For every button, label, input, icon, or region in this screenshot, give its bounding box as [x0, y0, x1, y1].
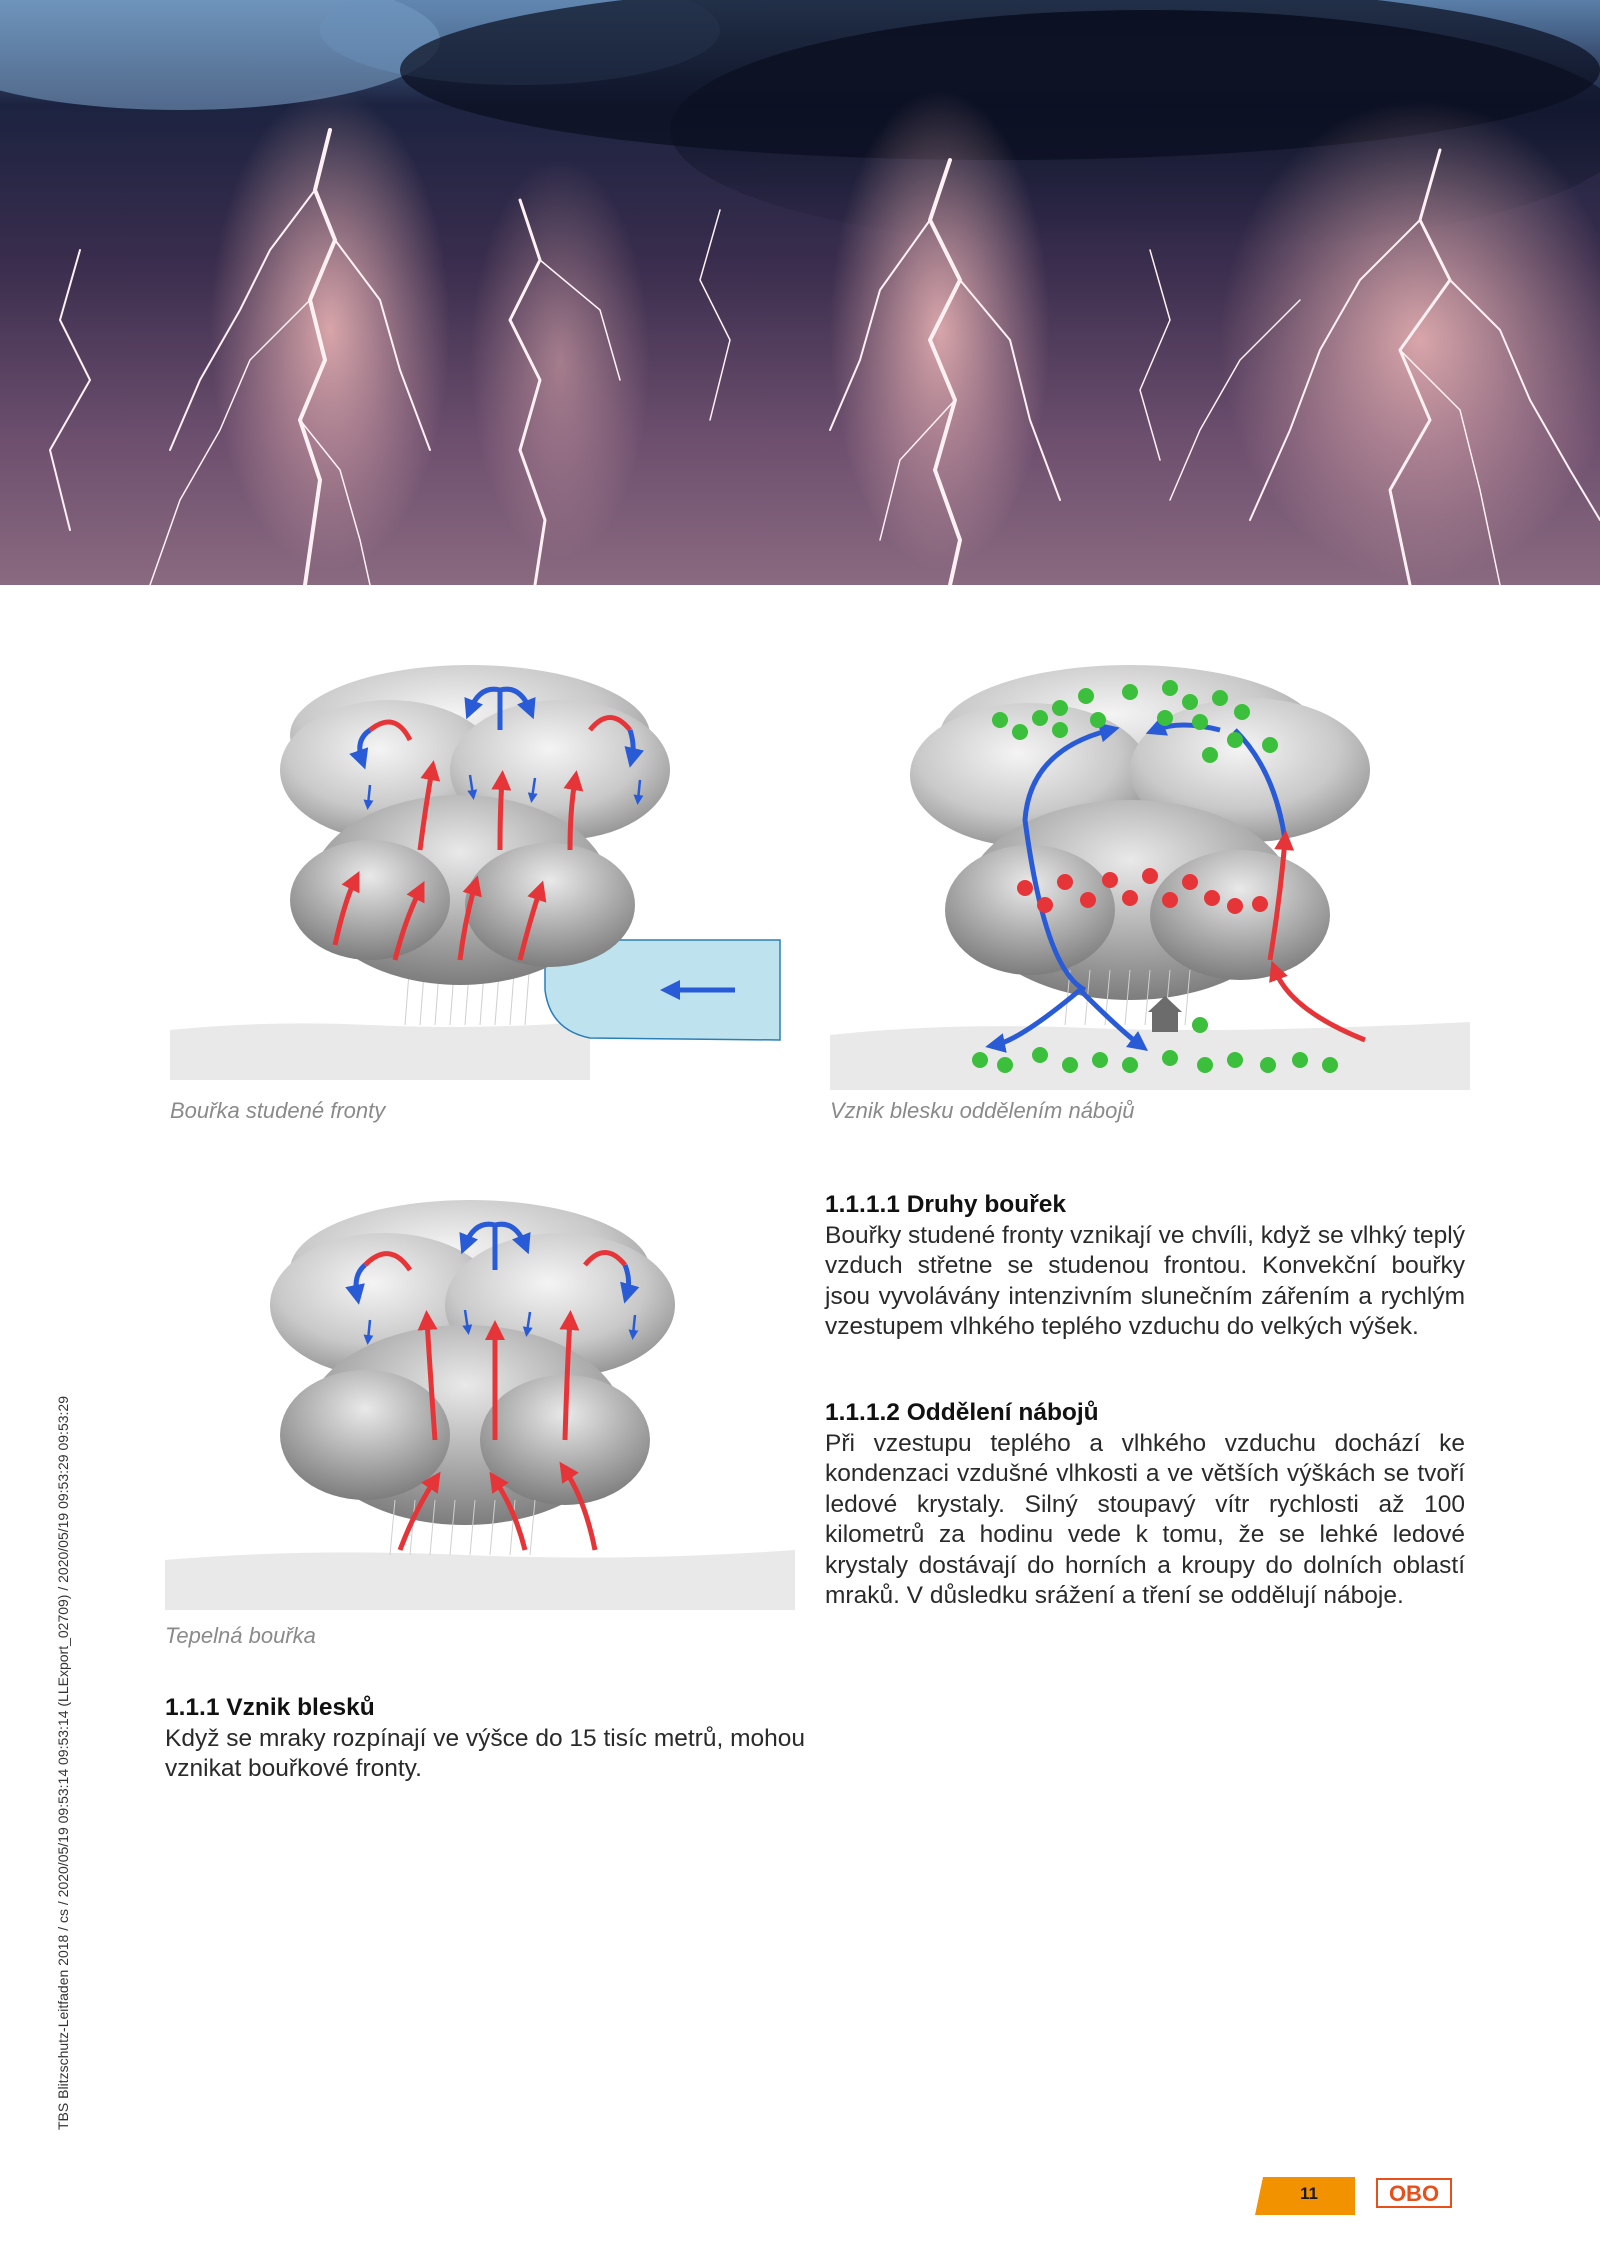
section-separation-body: Při vzestupu teplého a vlhkého vzduchu dochází ke kondenzaci vzdušné vlhkosti a ve větších výškách se tvoří ledové krystaly. Silný stoupavý vítr rychlosti až 100 kilometrů za hodinu vede k tomu, že se lehké ledové krystaly dostávají do horních a kroupy do dolních oblastí mraků. V důsledku srážení a tření se oddělují náboje.: [825, 1429, 1465, 1609]
section-types-body: Bouřky studené fronty vznikají ve chvíli, když se vlhký teplý vzduch střetne se studenou frontou. Konvekční bouřky jsou vyvolávány intenzivním slunečním zářením a rychlým vzestupem vlhkého teplého vzduchu do velkých výšek.: [825, 1221, 1465, 1340]
section-separation: [825, 1398, 1465, 1612]
section-lightning-heading: 1.1.1 Vznik blesků: [165, 1694, 375, 1721]
thermal-storm-diagram: [165, 1190, 795, 1620]
cold-front-caption: Bouřka studené fronty: [170, 1098, 386, 1123]
svg-text:OBO: OBO: [1388, 2181, 1440, 2206]
section-lightning: [165, 1693, 805, 1785]
document-meta-sidebar: TBS Blitzschutz-Leitfaden 2018 / cs / 2020/05/19 09:53:14 09:53:14 (LLExport_02709) / 2020/05/19 09:53:29 09:53:29: [55, 1396, 71, 2130]
thermal-storm-caption: Tepelná bouřka: [165, 1623, 316, 1648]
section-separation-heading: 1.1.1.2 Oddělení nábojů: [825, 1399, 1099, 1426]
section-types: [825, 1190, 1465, 1343]
page-number: 11: [1300, 2184, 1318, 2203]
obo-logo: [1376, 2178, 1452, 2208]
charge-separation-diagram: [830, 660, 1470, 1090]
lightning-photo: [0, 0, 1600, 585]
charge-separation-caption: Vznik blesku oddělením nábojů: [830, 1098, 1135, 1123]
section-lightning-body: Když se mraky rozpínají ve výšce do 15 tisíc metrů, mohou vznikat bouřkové fronty.: [165, 1724, 805, 1782]
section-types-heading: 1.1.1.1 Druhy bouřek: [825, 1191, 1067, 1218]
cold-front-diagram: [170, 660, 790, 1080]
